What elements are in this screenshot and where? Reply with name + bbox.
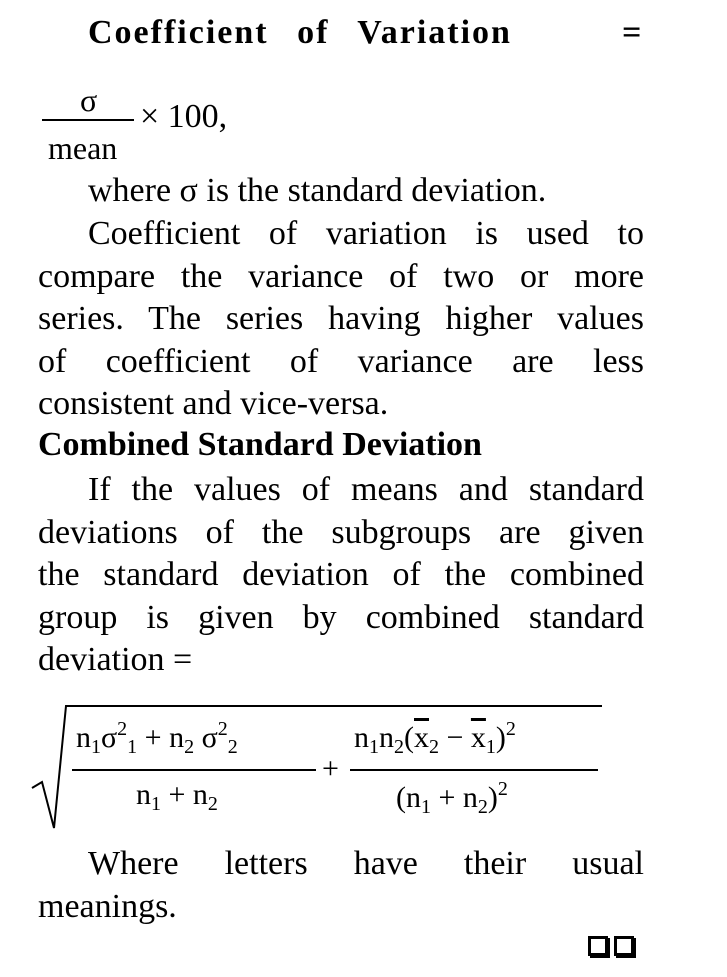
fraction-bar	[42, 119, 134, 121]
cov-usage-paragraph	[38, 213, 644, 426]
cov-usage-line-2: compare the variance of two or more	[38, 257, 644, 295]
formula-term2-numerator: $n_1n_2(\overline{x}_2 - \overline{x}_1)^2$	[354, 718, 516, 758]
formula-term1-numerator: $n_1\sigma^2_1 + n_2$ $\sigma^2_2$	[76, 718, 238, 758]
sigma-definition-paragraph	[38, 170, 644, 213]
cov-usage-line-3: series. The series having higher values	[38, 300, 644, 337]
combined-line-2: deviations of the subgroups are given	[38, 513, 644, 551]
combined-line-1: If the values of means and standard	[88, 471, 644, 508]
equals-sign: =	[622, 14, 642, 51]
closing-line-2: meanings.	[38, 887, 177, 925]
closing-paragraph	[38, 843, 644, 928]
coefficient-of-variation-label: Coefficient of Variation	[88, 14, 512, 51]
combined-line-4: group is given by combined standard	[38, 598, 644, 636]
combined-line-3: the standard deviation of the combined	[38, 556, 644, 593]
sigma-definition-text: where σ is the standard deviation.	[88, 172, 547, 209]
fraction-numerator-sigma: σ	[80, 82, 98, 118]
fraction-denominator-mean: mean	[48, 130, 118, 166]
closing-line-1: Where letters have their usual	[88, 845, 644, 882]
formula-term2-denominator: $(n_1 + n_2)^2$	[396, 778, 508, 818]
combined-line-5: deviation =	[38, 641, 193, 678]
combined-sd-paragraph	[38, 469, 644, 682]
cov-usage-line-1: Coefficient of variation is used to	[88, 215, 644, 252]
cov-usage-line-4: of coefficient of variance are less	[38, 342, 644, 380]
times-100: × 100,	[140, 98, 228, 135]
formula-term1-denominator: $n_1 + n_2$	[136, 778, 218, 815]
formula-plus-sign: +	[322, 752, 339, 785]
cov-usage-line-5: consistent and vice-versa.	[38, 385, 389, 422]
formula-term2-bar	[350, 769, 598, 771]
formula-term1-bar	[72, 769, 316, 771]
combined-sd-heading: Combined Standard Deviation	[38, 426, 482, 463]
